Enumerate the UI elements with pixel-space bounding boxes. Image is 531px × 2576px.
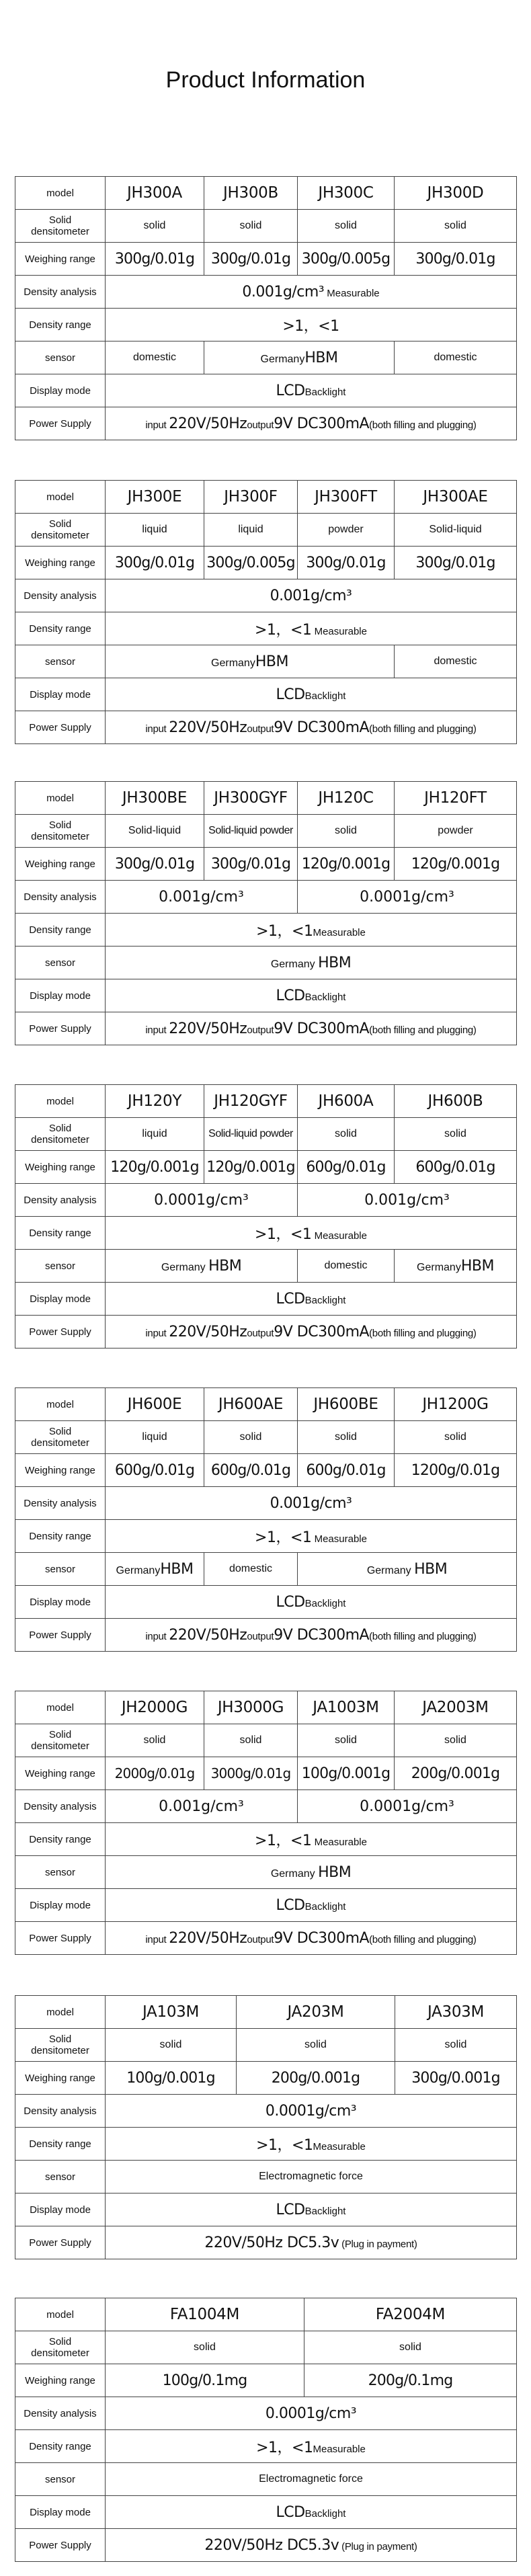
weighing-cell: 200g/0.001g	[237, 2062, 395, 2095]
model-cell: JH300AE	[395, 481, 517, 514]
weighing-range-label: Weighing range	[15, 1757, 106, 1790]
sensor-cell: domestic	[106, 341, 204, 374]
model-label: model	[15, 2298, 106, 2331]
sensor-cell: Germany HBM	[106, 1856, 517, 1889]
power-supply-cell: input 220V/50Hzoutput9V DC300mA(both filling and plugging)	[106, 1012, 517, 1045]
type-cell: liquid	[106, 1421, 204, 1454]
display-mode-cell: LCDBacklight	[106, 979, 517, 1012]
model-cell: JH600BE	[298, 1388, 395, 1421]
type-cell: solid	[298, 1724, 395, 1757]
weighing-cell: 300g/0.01g	[395, 547, 517, 579]
sensor-cell: Electromagnetic force	[106, 2463, 517, 2496]
weighing-cell: 600g/0.01g	[106, 1454, 204, 1487]
display-mode-label: Display mode	[15, 374, 106, 407]
model-cell: JH300GYF	[204, 782, 298, 815]
density-range-cell: >1，<1 Measurable	[106, 1217, 517, 1250]
density-analysis-cell: 0.001g/cm³	[298, 1184, 517, 1217]
sensor-cell: Electromagnetic force	[106, 2161, 517, 2193]
spec-table-8	[15, 2298, 517, 2562]
model-label: model	[15, 481, 106, 514]
weighing-range-label: Weighing range	[15, 547, 106, 579]
density-range-cell: >1，<1 Measurable	[106, 1520, 517, 1553]
weighing-cell: 1200g/0.01g	[395, 1454, 517, 1487]
density-range-label: Density range	[15, 1217, 106, 1250]
weighing-cell: 3000g/0.01g	[204, 1757, 298, 1790]
type-cell: Solid-liquid	[395, 514, 517, 547]
type-cell: solid	[298, 1421, 395, 1454]
model-cell: JH600A	[298, 1085, 395, 1118]
density-analysis-cell: 0.0001g/cm³	[106, 2397, 517, 2430]
model-cell: FA2004M	[304, 2298, 517, 2331]
sensor-label: sensor	[15, 1553, 106, 1586]
type-cell: solid	[298, 210, 395, 243]
spec-table-6	[15, 1691, 517, 1955]
model-cell: JA2003M	[395, 1691, 517, 1724]
model-cell: JH1200G	[395, 1388, 517, 1421]
density-analysis-label: Density analysis	[15, 2095, 106, 2128]
type-cell: solid	[298, 815, 395, 848]
model-cell: JH300C	[298, 177, 395, 210]
power-supply-label: Power Supply	[15, 2529, 106, 2562]
display-mode-cell: LCDBacklight	[106, 678, 517, 711]
density-range-cell: >1，<1Measurable	[106, 914, 517, 947]
weighing-cell: 300g/0.01g	[204, 848, 298, 881]
density-analysis-cell: 0.0001g/cm³	[298, 881, 517, 914]
density-analysis-cell: 0.0001g/cm³	[106, 1184, 298, 1217]
display-mode-cell: LCDBacklight	[106, 1586, 517, 1619]
type-cell: liquid	[106, 514, 204, 547]
power-supply-cell: 220V/50Hz DC5.3v (Plug in payment)	[106, 2529, 517, 2562]
density-analysis-cell: 0.001g/cm³	[106, 1487, 517, 1520]
sensor-label: sensor	[15, 1856, 106, 1889]
density-analysis-cell: 0.001g/cm³	[106, 579, 517, 612]
density-analysis-label: Density analysis	[15, 881, 106, 914]
weighing-cell: 300g/0.005g	[204, 547, 298, 579]
type-cell: solid	[395, 1421, 517, 1454]
density-range-cell: >1，<1	[106, 309, 517, 341]
type-cell: solid	[395, 210, 517, 243]
weighing-range-label: Weighing range	[15, 2062, 106, 2095]
density-range-label: Density range	[15, 1823, 106, 1856]
power-supply-cell: 220V/50Hz DC5.3v (Plug in payment)	[106, 2226, 517, 2259]
model-label: model	[15, 1388, 106, 1421]
weighing-cell: 200g/0.001g	[395, 1757, 517, 1790]
weighing-cell: 120g/0.001g	[395, 848, 517, 881]
power-supply-label: Power Supply	[15, 1012, 106, 1045]
spec-table-3	[15, 781, 517, 1045]
display-mode-label: Display mode	[15, 1586, 106, 1619]
weighing-cell: 300g/0.005g	[298, 243, 395, 276]
type-cell: solid	[106, 1724, 204, 1757]
density-range-label: Density range	[15, 2128, 106, 2161]
display-mode-label: Display mode	[15, 2496, 106, 2529]
weighing-cell: 200g/0.1mg	[304, 2364, 517, 2397]
power-supply-cell: input 220V/50Hzoutput9V DC300mA(both filling and plugging)	[106, 1316, 517, 1349]
weighing-cell: 100g/0.001g	[106, 2062, 237, 2095]
weighing-cell: 2000g/0.01g	[106, 1757, 204, 1790]
model-cell: JH600E	[106, 1388, 204, 1421]
solid-densitometer-label: Solid densitometer	[15, 1421, 106, 1454]
sensor-label: sensor	[15, 947, 106, 979]
model-cell: JH120Y	[106, 1085, 204, 1118]
model-cell: JH300D	[395, 177, 517, 210]
sensor-cell: domestic	[298, 1250, 395, 1283]
display-mode-cell: LCDBacklight	[106, 2193, 517, 2226]
weighing-cell: 300g/0.001g	[395, 2062, 517, 2095]
model-cell: JA303M	[395, 1996, 517, 2029]
type-cell: liquid	[106, 1118, 204, 1151]
power-supply-label: Power Supply	[15, 1316, 106, 1349]
type-cell: solid	[204, 1724, 298, 1757]
power-supply-label: Power Supply	[15, 407, 106, 440]
density-analysis-cell: 0.0001g/cm³	[106, 2095, 517, 2128]
solid-densitometer-label: Solid densitometer	[15, 2029, 106, 2062]
spec-table-5	[15, 1387, 517, 1652]
type-cell: solid	[395, 1724, 517, 1757]
model-cell: JH120C	[298, 782, 395, 815]
type-cell: liquid	[204, 514, 298, 547]
display-mode-label: Display mode	[15, 1889, 106, 1922]
display-mode-cell: LCDBacklight	[106, 1283, 517, 1316]
type-cell: solid	[237, 2029, 395, 2062]
solid-densitometer-label: Solid densitometer	[15, 210, 106, 243]
sensor-cell: GermanyHBM	[106, 1553, 204, 1586]
density-analysis-cell: 0.0001g/cm³	[298, 1790, 517, 1823]
spec-table-2	[15, 480, 517, 744]
density-analysis-label: Density analysis	[15, 276, 106, 309]
weighing-range-label: Weighing range	[15, 2364, 106, 2397]
weighing-cell: 600g/0.01g	[204, 1454, 298, 1487]
sensor-cell: Germany HBM	[298, 1553, 517, 1586]
display-mode-cell: LCDBacklight	[106, 2496, 517, 2529]
density-analysis-cell: 0.001g/cm³ Measurable	[106, 276, 517, 309]
weighing-cell: 600g/0.01g	[298, 1454, 395, 1487]
weighing-range-label: Weighing range	[15, 243, 106, 276]
power-supply-label: Power Supply	[15, 1619, 106, 1652]
type-cell: solid	[395, 1118, 517, 1151]
model-cell: JH300BE	[106, 782, 204, 815]
sensor-cell: GermanyHBM	[106, 645, 395, 678]
weighing-cell: 300g/0.01g	[106, 243, 204, 276]
density-range-label: Density range	[15, 914, 106, 947]
model-label: model	[15, 1996, 106, 2029]
weighing-cell: 600g/0.01g	[298, 1151, 395, 1184]
weighing-range-label: Weighing range	[15, 1151, 106, 1184]
type-cell: solid	[204, 1421, 298, 1454]
sensor-label: sensor	[15, 1250, 106, 1283]
model-label: model	[15, 177, 106, 210]
solid-densitometer-label: Solid densitometer	[15, 1724, 106, 1757]
display-mode-label: Display mode	[15, 1283, 106, 1316]
model-cell: JA1003M	[298, 1691, 395, 1724]
weighing-cell: 100g/0.001g	[298, 1757, 395, 1790]
sensor-cell: Germany HBM	[106, 1250, 298, 1283]
density-range-label: Density range	[15, 309, 106, 341]
sensor-cell: GermanyHBM	[395, 1250, 517, 1283]
density-range-cell: >1，<1 Measurable	[106, 1823, 517, 1856]
model-cell: FA1004M	[106, 2298, 304, 2331]
solid-densitometer-label: Solid densitometer	[15, 2331, 106, 2364]
display-mode-label: Display mode	[15, 2193, 106, 2226]
density-range-label: Density range	[15, 612, 106, 645]
model-cell: JH120GYF	[204, 1085, 298, 1118]
model-cell: JH300A	[106, 177, 204, 210]
model-label: model	[15, 782, 106, 815]
model-cell: JA203M	[237, 1996, 395, 2029]
sensor-label: sensor	[15, 645, 106, 678]
power-supply-label: Power Supply	[15, 711, 106, 744]
sensor-label: sensor	[15, 341, 106, 374]
density-range-cell: >1，<1Measurable	[106, 2128, 517, 2161]
model-cell: JH600AE	[204, 1388, 298, 1421]
display-mode-label: Display mode	[15, 678, 106, 711]
display-mode-cell: LCDBacklight	[106, 1889, 517, 1922]
density-range-cell: >1，<1 Measurable	[106, 612, 517, 645]
weighing-cell: 600g/0.01g	[395, 1151, 517, 1184]
model-cell: JH300B	[204, 177, 298, 210]
type-cell: Solid-liquid powder	[204, 815, 298, 848]
type-cell: Solid-liquid	[106, 815, 204, 848]
model-cell: JH600B	[395, 1085, 517, 1118]
solid-densitometer-label: Solid densitometer	[15, 514, 106, 547]
sensor-label: sensor	[15, 2463, 106, 2496]
model-cell: JA103M	[106, 1996, 237, 2029]
weighing-cell: 120g/0.001g	[204, 1151, 298, 1184]
weighing-cell: 100g/0.1mg	[106, 2364, 304, 2397]
density-analysis-label: Density analysis	[15, 1790, 106, 1823]
type-cell: Solid-liquid powder	[204, 1118, 298, 1151]
weighing-cell: 120g/0.001g	[298, 848, 395, 881]
model-cell: JH300E	[106, 481, 204, 514]
model-label: model	[15, 1085, 106, 1118]
type-cell: solid	[298, 1118, 395, 1151]
model-label: model	[15, 1691, 106, 1724]
type-cell: solid	[204, 210, 298, 243]
weighing-cell: 300g/0.01g	[106, 547, 204, 579]
model-cell: JH300F	[204, 481, 298, 514]
weighing-cell: 300g/0.01g	[106, 848, 204, 881]
density-analysis-label: Density analysis	[15, 1184, 106, 1217]
sensor-cell: Germany HBM	[106, 947, 517, 979]
weighing-cell: 300g/0.01g	[204, 243, 298, 276]
model-cell: JH2000G	[106, 1691, 204, 1724]
sensor-cell: domestic	[395, 341, 517, 374]
power-supply-cell: input 220V/50Hzoutput9V DC300mA(both filling and plugging)	[106, 1922, 517, 1955]
display-mode-label: Display mode	[15, 979, 106, 1012]
spec-table-7	[15, 1995, 517, 2259]
weighing-cell: 120g/0.001g	[106, 1151, 204, 1184]
type-cell: powder	[298, 514, 395, 547]
power-supply-cell: input 220V/50Hzoutput9V DC300mA(both filling and plugging)	[106, 407, 517, 440]
weighing-range-label: Weighing range	[15, 1454, 106, 1487]
model-cell: JH120FT	[395, 782, 517, 815]
sensor-label: sensor	[15, 2161, 106, 2193]
spec-table-4	[15, 1084, 517, 1349]
density-analysis-label: Density analysis	[15, 1487, 106, 1520]
sensor-cell: domestic	[204, 1553, 298, 1586]
sensor-cell: GermanyHBM	[204, 341, 395, 374]
power-supply-cell: input 220V/50Hzoutput9V DC300mA(both filling and plugging)	[106, 711, 517, 744]
power-supply-cell: input 220V/50Hzoutput9V DC300mA(both filling and plugging)	[106, 1619, 517, 1652]
solid-densitometer-label: Solid densitometer	[15, 1118, 106, 1151]
page-title: Product Information	[165, 67, 366, 93]
type-cell: solid	[395, 2029, 517, 2062]
density-analysis-cell: 0.001g/cm³	[106, 881, 298, 914]
spec-table-1	[15, 176, 517, 440]
power-supply-label: Power Supply	[15, 2226, 106, 2259]
density-range-label: Density range	[15, 2430, 106, 2463]
density-analysis-label: Density analysis	[15, 579, 106, 612]
type-cell: solid	[304, 2331, 517, 2364]
type-cell: solid	[106, 210, 204, 243]
weighing-range-label: Weighing range	[15, 848, 106, 881]
display-mode-cell: LCDBacklight	[106, 374, 517, 407]
weighing-cell: 300g/0.01g	[298, 547, 395, 579]
model-cell: JH3000G	[204, 1691, 298, 1724]
solid-densitometer-label: Solid densitometer	[15, 815, 106, 848]
power-supply-label: Power Supply	[15, 1922, 106, 1955]
type-cell: powder	[395, 815, 517, 848]
density-range-cell: >1，<1Measurable	[106, 2430, 517, 2463]
density-range-label: Density range	[15, 1520, 106, 1553]
density-analysis-cell: 0.001g/cm³	[106, 1790, 298, 1823]
weighing-cell: 300g/0.01g	[395, 243, 517, 276]
model-cell: JH300FT	[298, 481, 395, 514]
sensor-cell: domestic	[395, 645, 517, 678]
type-cell: solid	[106, 2029, 237, 2062]
type-cell: solid	[106, 2331, 304, 2364]
density-analysis-label: Density analysis	[15, 2397, 106, 2430]
